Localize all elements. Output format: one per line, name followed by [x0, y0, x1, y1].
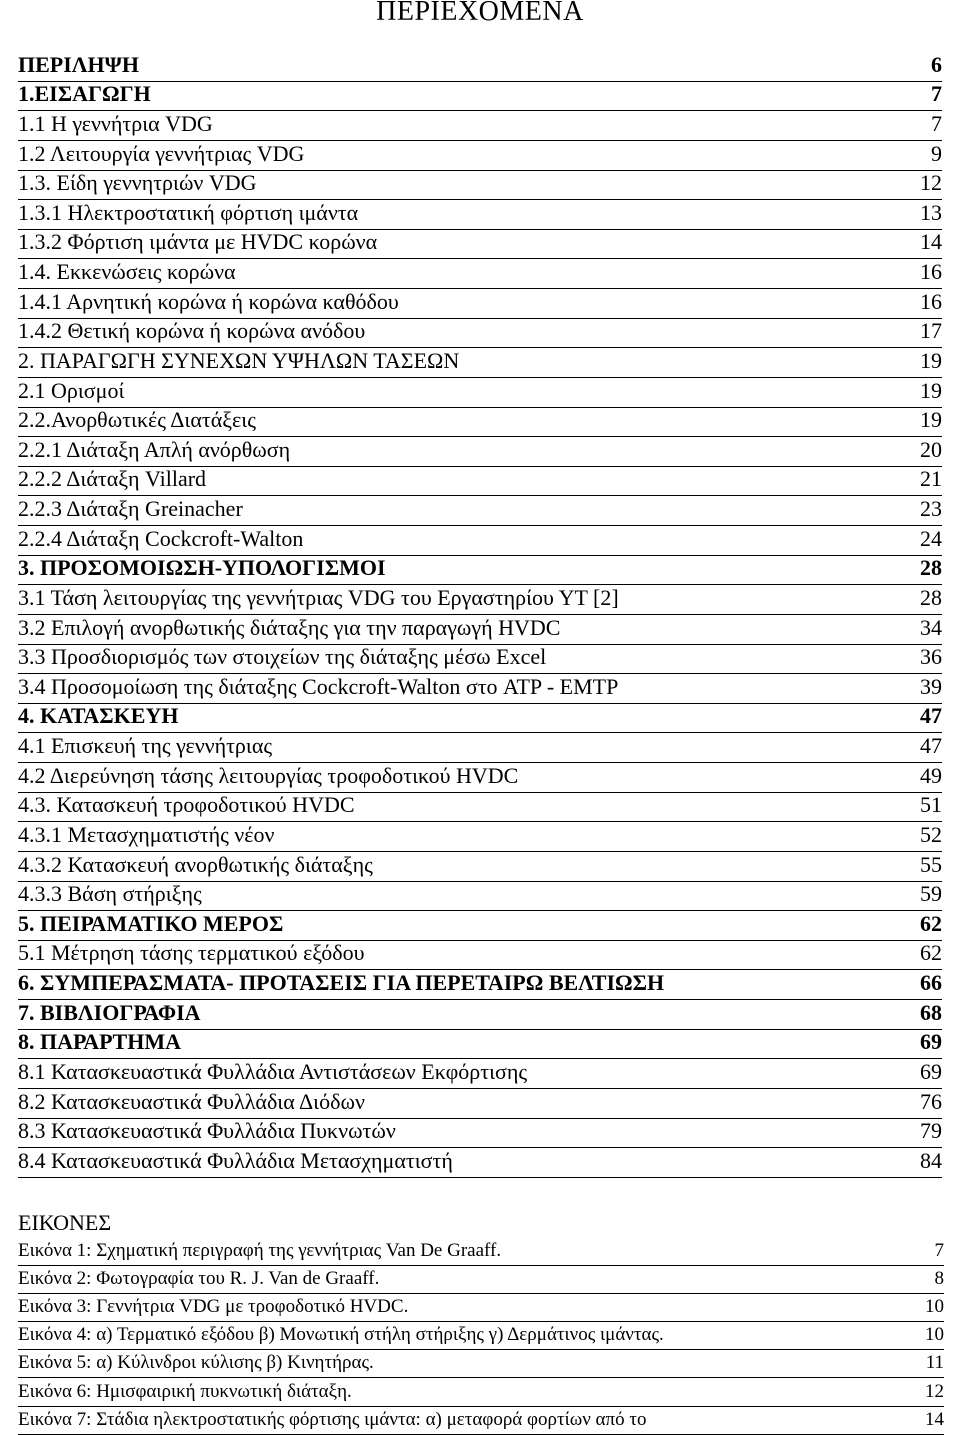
toc-entry-title: 1.1 Η γεννήτρια VDG: [18, 110, 213, 136]
toc-entry-page: 16: [920, 259, 942, 284]
toc-entry-title: 8.1 Κατασκευαστικά Φυλλάδια Αντιστάσεων Εκφόρτισης: [18, 1058, 528, 1084]
toc-entry-title: 5.1 Μέτρηση τάσης τερματικού εξόδου: [18, 940, 365, 966]
toc-entry-title: 1.3.1 Ηλεκτροστατική φόρτιση ιμάντα: [18, 199, 359, 225]
figure-entry-page: 7: [934, 1240, 944, 1262]
toc-entry-title: 3.2 Επιλογή ανορθωτικής διάταξης για την παραγωγή HVDC: [18, 614, 561, 640]
toc-entry-page: 7: [931, 81, 942, 107]
figure-entry[interactable]: [18, 1294, 944, 1322]
figure-entry-page: 12: [925, 1380, 944, 1402]
toc-entry-title: 2.2.1 Διάταξη Απλή ανόρθωση: [18, 436, 291, 462]
figure-entry-page: 14: [925, 1408, 944, 1430]
toc-entry-title: 4. ΚΑΤΑΣΚΕΥΗ: [18, 703, 179, 729]
toc-entry-title: 4.2 Διερεύνηση τάσης λειτουργίας τροφοδοτικού HVDC: [18, 762, 519, 788]
figure-entry[interactable]: [18, 1266, 944, 1294]
toc-entry-title: 4.3. Κατασκευή τροφοδοτικού HVDC: [18, 792, 355, 818]
figure-entry-title: Εικόνα 3: Γεννήτρια VDG με τροφοδοτικό HVDC.: [18, 1296, 409, 1318]
toc-entry-title: 1.ΕΙΣΑΓΩΓΗ: [18, 81, 151, 107]
toc-entry-page: 36: [920, 644, 942, 670]
figure-entry-page: 8: [934, 1268, 944, 1290]
toc-entry-title: 3.3 Προσδιορισμός των στοιχείων της διάταξης μέσω Excel: [18, 644, 547, 670]
figure-entry-page: 10: [925, 1324, 944, 1346]
figure-entry-title: Εικόνα 1: Σχηματική περιγραφή της γεννήτριας Van De Graaff.: [18, 1240, 502, 1262]
toc-entry[interactable]: [18, 52, 942, 82]
toc-entry-page: 51: [920, 792, 942, 818]
toc-entry[interactable]: [18, 200, 942, 230]
toc-entry-title: 4.3.1 Μετασχηματιστής νέον: [18, 821, 275, 847]
toc-entry-title: 6. ΣΥΜΠΕΡΑΣΜΑΤΑ- ΠΡΟΤΑΣΕΙΣ ΓΙΑ ΠΕΡΕΤΑΙΡΩ ΒΕΛΤΙΩΣΗ: [18, 970, 665, 995]
toc-entry[interactable]: [18, 1030, 942, 1060]
toc-entry-title: 7. ΒΙΒΛΙΟΓΡΑΦΙΑ: [18, 999, 201, 1025]
toc-entry-page: 23: [920, 496, 942, 521]
toc-entry-page: 62: [920, 910, 942, 936]
toc-entry[interactable]: [18, 585, 942, 615]
toc-entry-title: 4.3.3 Βάση στήριξης: [18, 881, 202, 907]
table-of-contents: [18, 52, 942, 1178]
toc-entry-title: 1.3.2 Φόρτιση ιμάντα με HVDC κορώνα: [18, 229, 378, 255]
toc-entry[interactable]: [18, 911, 942, 941]
toc-entry-page: 19: [920, 377, 942, 403]
toc-entry-page: 55: [920, 851, 942, 877]
toc-entry-title: 2.2.Ανορθωτικές Διατάξεις: [18, 407, 256, 433]
toc-entry-page: 16: [920, 288, 942, 314]
toc-entry[interactable]: [18, 437, 942, 467]
toc-entry-title: 2.2.3 Διάταξη Greinacher: [18, 496, 243, 521]
toc-entry[interactable]: [18, 230, 942, 260]
toc-entry[interactable]: [18, 111, 942, 141]
figure-entry[interactable]: [18, 1350, 944, 1378]
toc-entry-title: 1.4.2 Θετική κορώνα ή κορώνα ανόδου: [18, 318, 366, 344]
toc-entry[interactable]: [18, 822, 942, 852]
figure-entry[interactable]: [18, 1378, 944, 1406]
figure-entry-title: Εικόνα 5: α) Κύλινδροι κύλισης β) Κινητήρας.: [18, 1352, 374, 1374]
toc-entry[interactable]: [18, 645, 942, 675]
toc-entry-page: 7: [931, 110, 942, 136]
toc-entry-title: 1.2 Λειτουργία γεννήτριας VDG: [18, 140, 305, 166]
toc-entry[interactable]: [18, 733, 942, 763]
toc-entry-title: 1.3. Είδη γεννητριών VDG: [18, 170, 257, 196]
toc-entry-page: 9: [931, 140, 942, 166]
list-of-figures: [18, 1238, 944, 1435]
toc-entry[interactable]: [18, 704, 942, 734]
toc-entry[interactable]: [18, 1089, 942, 1119]
toc-entry-page: 20: [920, 436, 942, 462]
toc-entry-page: 84: [920, 1147, 942, 1173]
toc-entry-page: 59: [920, 881, 942, 907]
toc-entry[interactable]: [18, 526, 942, 556]
figure-entry-page: 10: [925, 1296, 944, 1318]
figure-entry-title: Εικόνα 7: Στάδια ηλεκτροστατικής φόρτισης ιμάντα: α) μεταφορά φορτίων από το: [18, 1408, 647, 1430]
toc-entry-title: 2.1 Ορισμοί: [18, 377, 125, 403]
toc-entry[interactable]: [18, 941, 942, 971]
page-title: ΠΕΡΙΕΧΟΜΕΝΑ: [376, 0, 584, 27]
toc-entry-page: 79: [920, 1118, 942, 1144]
toc-entry-page: 28: [920, 584, 942, 610]
figure-entry-title: Εικόνα 6: Ημισφαιρική πυκνωτική διάταξη.: [18, 1380, 352, 1402]
toc-entry-page: 39: [920, 673, 942, 699]
toc-entry-title: 2.2.4 Διάταξη Cockcroft-Walton: [18, 525, 304, 551]
toc-entry[interactable]: [18, 793, 942, 823]
toc-entry-title: 4.1 Επισκευή της γεννήτριας: [18, 733, 273, 758]
figures-section-title: ΕΙΚΟΝΕΣ: [18, 1210, 112, 1235]
toc-entry-page: 6: [931, 51, 942, 77]
toc-entry-page: 13: [920, 199, 942, 225]
toc-entry[interactable]: [18, 970, 942, 1000]
toc-entry-page: 24: [920, 525, 942, 551]
toc-entry-page: 19: [920, 407, 942, 433]
toc-entry[interactable]: [18, 852, 942, 882]
toc-entry[interactable]: [18, 763, 942, 793]
toc-entry[interactable]: [18, 289, 942, 319]
figure-entry-title: Εικόνα 2: Φωτογραφία του R. J. Van de Graaff.: [18, 1268, 380, 1290]
toc-entry-page: 19: [920, 347, 942, 373]
toc-entry-title: 3.4 Προσομοίωση της διάταξης Cockcroft-Walton στο ATP - EMTP: [18, 673, 619, 699]
toc-entry[interactable]: [18, 674, 942, 704]
toc-entry-title: 2.2.2 Διάταξη Villard: [18, 466, 207, 492]
toc-entry[interactable]: [18, 1000, 942, 1030]
toc-entry-page: 21: [920, 466, 942, 492]
toc-entry[interactable]: [18, 615, 942, 645]
toc-entry[interactable]: [18, 141, 942, 171]
toc-entry[interactable]: [18, 1119, 942, 1149]
toc-entry-page: 14: [920, 229, 942, 255]
toc-entry[interactable]: [18, 82, 942, 112]
toc-entry-page: 12: [920, 170, 942, 196]
figure-entry-title: Εικόνα 4: α) Τερματικό εξόδου β) Μονωτική στήλη στήριξης γ) Δερμάτινος ιμάντας.: [18, 1324, 664, 1346]
toc-entry[interactable]: [18, 1148, 942, 1178]
toc-entry-page: 66: [920, 970, 942, 995]
toc-entry-title: 1.4. Εκκενώσεις κορώνα: [18, 259, 236, 284]
toc-entry-title: ΠΕΡΙΛΗΨΗ: [18, 51, 139, 77]
toc-entry-title: 5. ΠΕΙΡΑΜΑΤΙΚΟ ΜΕΡΟΣ: [18, 910, 284, 936]
toc-entry-title: 8.2 Κατασκευαστικά Φυλλάδια Διόδων: [18, 1088, 365, 1114]
toc-entry-page: 17: [920, 318, 942, 344]
toc-entry-title: 2. ΠΑΡΑΓΩΓΗ ΣΥΝΕΧΩΝ ΥΨΗΛΩΝ ΤΑΣΕΩΝ: [18, 347, 460, 373]
toc-entry[interactable]: [18, 496, 942, 526]
figure-entry-page: 11: [925, 1352, 944, 1374]
toc-entry-page: 49: [920, 762, 942, 788]
toc-entry-title: 4.3.2 Κατασκευή ανορθωτικής διάταξης: [18, 851, 373, 877]
toc-entry-page: 76: [920, 1088, 942, 1114]
toc-entry-page: 69: [920, 1058, 942, 1084]
toc-entry-title: 8.4 Κατασκευαστικά Φυλλάδια Μετασχηματιστή: [18, 1147, 453, 1173]
toc-entry-page: 34: [920, 614, 942, 640]
toc-entry[interactable]: [18, 408, 942, 438]
toc-entry-page: 52: [920, 821, 942, 847]
toc-entry[interactable]: [18, 348, 942, 378]
toc-entry[interactable]: [18, 171, 942, 201]
figure-entry[interactable]: [18, 1322, 944, 1350]
toc-entry-page: 47: [920, 733, 942, 758]
toc-entry-title: 8.3 Κατασκευαστικά Φυλλάδια Πυκνωτών: [18, 1118, 396, 1144]
toc-entry-title: 8. ΠΑΡΑΡΤΗΜΑ: [18, 1029, 181, 1055]
toc-entry-page: 68: [920, 999, 942, 1025]
toc-entry-title: 3.1 Τάση λειτουργίας της γεννήτριας VDG του Εργαστηρίου ΥΤ [2]: [18, 584, 619, 610]
toc-entry[interactable]: [18, 556, 942, 586]
toc-entry-title: 3. ΠΡΟΣΟΜΟΙΩΣΗ-ΥΠΟΛΟΓΙΣΜΟΙ: [18, 555, 386, 581]
toc-entry-title: 1.4.1 Αρνητική κορώνα ή κορώνα καθόδου: [18, 288, 399, 314]
toc-entry-page: 47: [920, 703, 942, 729]
toc-entry-page: 28: [920, 555, 942, 581]
toc-entry[interactable]: [18, 259, 942, 289]
toc-entry[interactable]: [18, 882, 942, 912]
toc-entry[interactable]: [18, 1059, 942, 1089]
toc-entry[interactable]: [18, 319, 942, 349]
toc-entry-page: 62: [920, 940, 942, 966]
figure-entry[interactable]: [18, 1238, 944, 1266]
toc-entry[interactable]: [18, 467, 942, 497]
figure-entry[interactable]: [18, 1407, 944, 1435]
toc-entry-page: 69: [920, 1029, 942, 1055]
toc-entry[interactable]: [18, 378, 942, 408]
